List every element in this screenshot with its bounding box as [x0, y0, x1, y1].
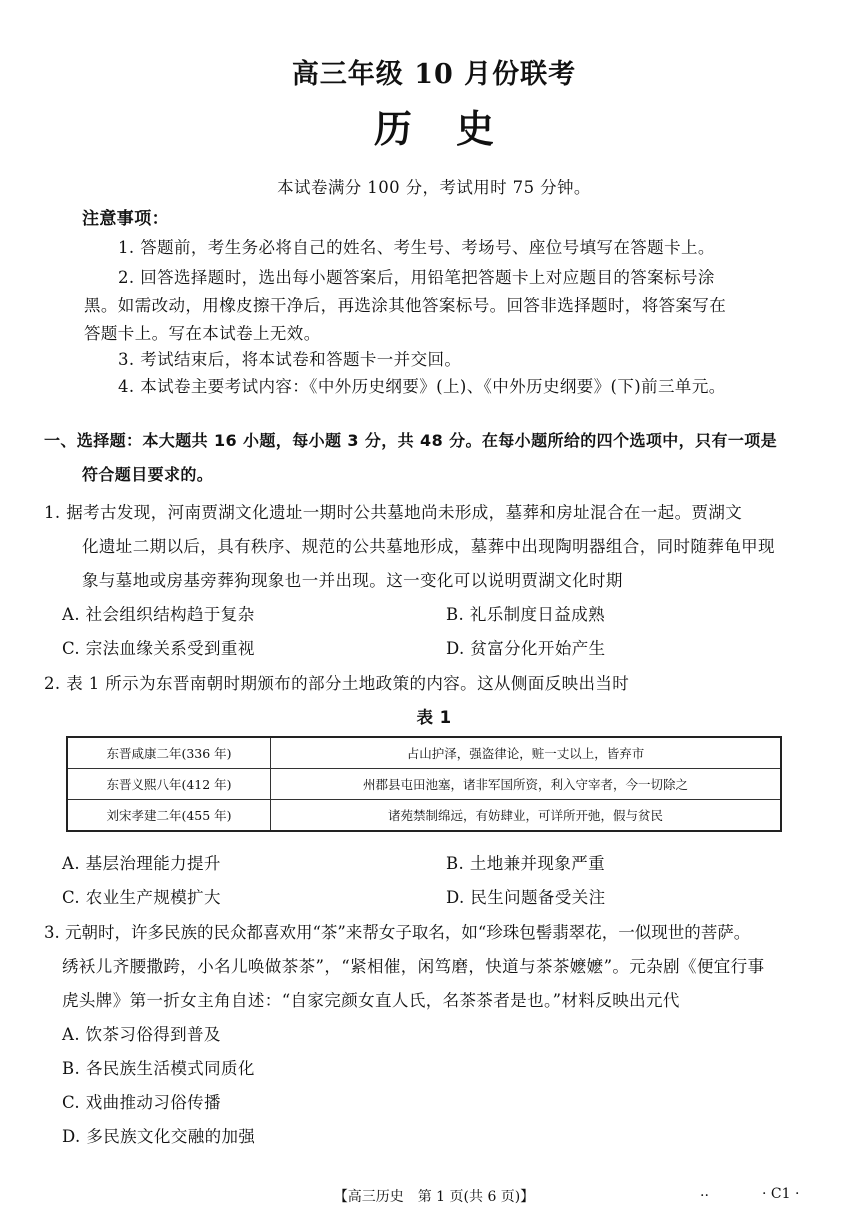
notice-line: 2. 回答选择题时，选出每小题答案后，用铅笔把答题卡上对应题目的答案标号涂: [118, 268, 715, 287]
q3-stem: 虎头牌》第一折女主角自述：“自家完颜女直人氏，名茶茶者是也。”材料反映出元代: [62, 991, 680, 1010]
q1-stem: 象与墓地或房基旁葬狗现象也一并出现。这一变化可以说明贾湖文化时期: [82, 571, 623, 590]
q1-stem: 化遗址二期以后，具有秩序、规范的公共墓地形成，墓葬中出现陶明器组合，同时随葬龟甲现: [82, 537, 775, 556]
q2-option-d: D. 民生问题备受关注: [446, 888, 606, 907]
exam-info: 本试卷满分 100 分，考试用时 75 分钟。: [277, 178, 591, 197]
table-cell-date: 东晋义熙八年(412 年): [67, 769, 271, 800]
subject-title: 历史: [373, 106, 538, 151]
table-cell-content: 诸苑禁制绵远，有妨肆业，可详所开弛，假与贫民: [271, 800, 782, 832]
q3-option-c: C. 戏曲推动习俗传播: [62, 1093, 221, 1112]
q1-option-d: D. 贫富分化开始产生: [446, 639, 606, 658]
section-heading-cont: 符合题目要求的。: [82, 465, 214, 484]
q2-option-c: C. 农业生产规模扩大: [62, 888, 221, 907]
q3-stem: 绣袄儿齐腰撒跨，小名儿唤做茶茶”，“紧相催，闲笃磨，快道与茶茶嬷嬷”。元杂剧《便宜行事: [62, 957, 765, 976]
exam-title: 高三年级 10 月份联考: [291, 59, 577, 90]
table-row: [67, 769, 781, 800]
q2-option-a: A. 基层治理能力提升: [62, 854, 221, 873]
notice-heading: 注意事项：: [82, 209, 169, 229]
page-footer: 【高三历史 第 1 页(共 6 页)】: [333, 1189, 535, 1205]
table-row: [67, 800, 781, 832]
q3-option-d: D. 多民族文化交融的加强: [62, 1127, 256, 1146]
table-cell-content: 占山护泽，强盗律论，赃一丈以上，皆弃市: [271, 737, 782, 769]
table-cell-content: 州郡县屯田池塞，诸非军国所资，利入守宰者，今一切除之: [271, 769, 782, 800]
q1-option-c: C. 宗法血缘关系受到重视: [62, 639, 255, 658]
section-heading: 一、选择题：本大题共 16 小题，每小题 3 分，共 48 分。在每小题所给的四个选项中，只有一项是: [44, 431, 778, 450]
table-caption: 表 1: [416, 708, 452, 727]
q1-option-a: A. 社会组织结构趋于复杂: [62, 605, 255, 624]
q3-stem: 3. 元朝时，许多民族的民众都喜欢用“茶”来帮女子取名，如“珍珠包髻翡翠花，一似现世的菩萨。: [44, 923, 751, 942]
notice-line: 答题卡上。写在本试卷上无效。: [84, 324, 321, 343]
q1-option-b: B. 礼乐制度日益成熟: [446, 605, 606, 624]
policy-table: [66, 736, 782, 832]
table-cell-date: 刘宋孝建二年(455 年): [67, 800, 271, 832]
notice-line: 黑。如需改动，用橡皮擦干净后，再选涂其他答案标号。回答非选择题时，将答案写在: [84, 296, 727, 315]
table-cell-date: 东晋咸康二年(336 年): [67, 737, 271, 769]
notice-line: 1. 答题前，考生务必将自己的姓名、考生号、考场号、座位号填写在答题卡上。: [118, 238, 715, 257]
q2-stem: 2. 表 1 所示为东晋南朝时期颁布的部分土地政策的内容。这从侧面反映出当时: [44, 674, 630, 693]
footer-dots: ..: [700, 1184, 709, 1200]
notice-line: 4. 本试卷主要考试内容：《中外历史纲要》(上)、《中外历史纲要》(下)前三单元。: [118, 377, 726, 396]
q3-option-a: A. 饮茶习俗得到普及: [62, 1025, 221, 1044]
paper-code: · C1 ·: [762, 1186, 800, 1202]
notice-line: 3. 考试结束后，将本试卷和答题卡一并交回。: [118, 350, 462, 369]
q2-option-b: B. 土地兼并现象严重: [446, 854, 606, 873]
table-row: [67, 737, 781, 769]
q3-option-b: B. 各民族生活模式同质化: [62, 1059, 255, 1078]
q1-stem: 1. 据考古发现，河南贾湖文化遗址一期时公共墓地尚未形成，墓葬和房址混合在一起。贾湖文: [44, 503, 743, 522]
